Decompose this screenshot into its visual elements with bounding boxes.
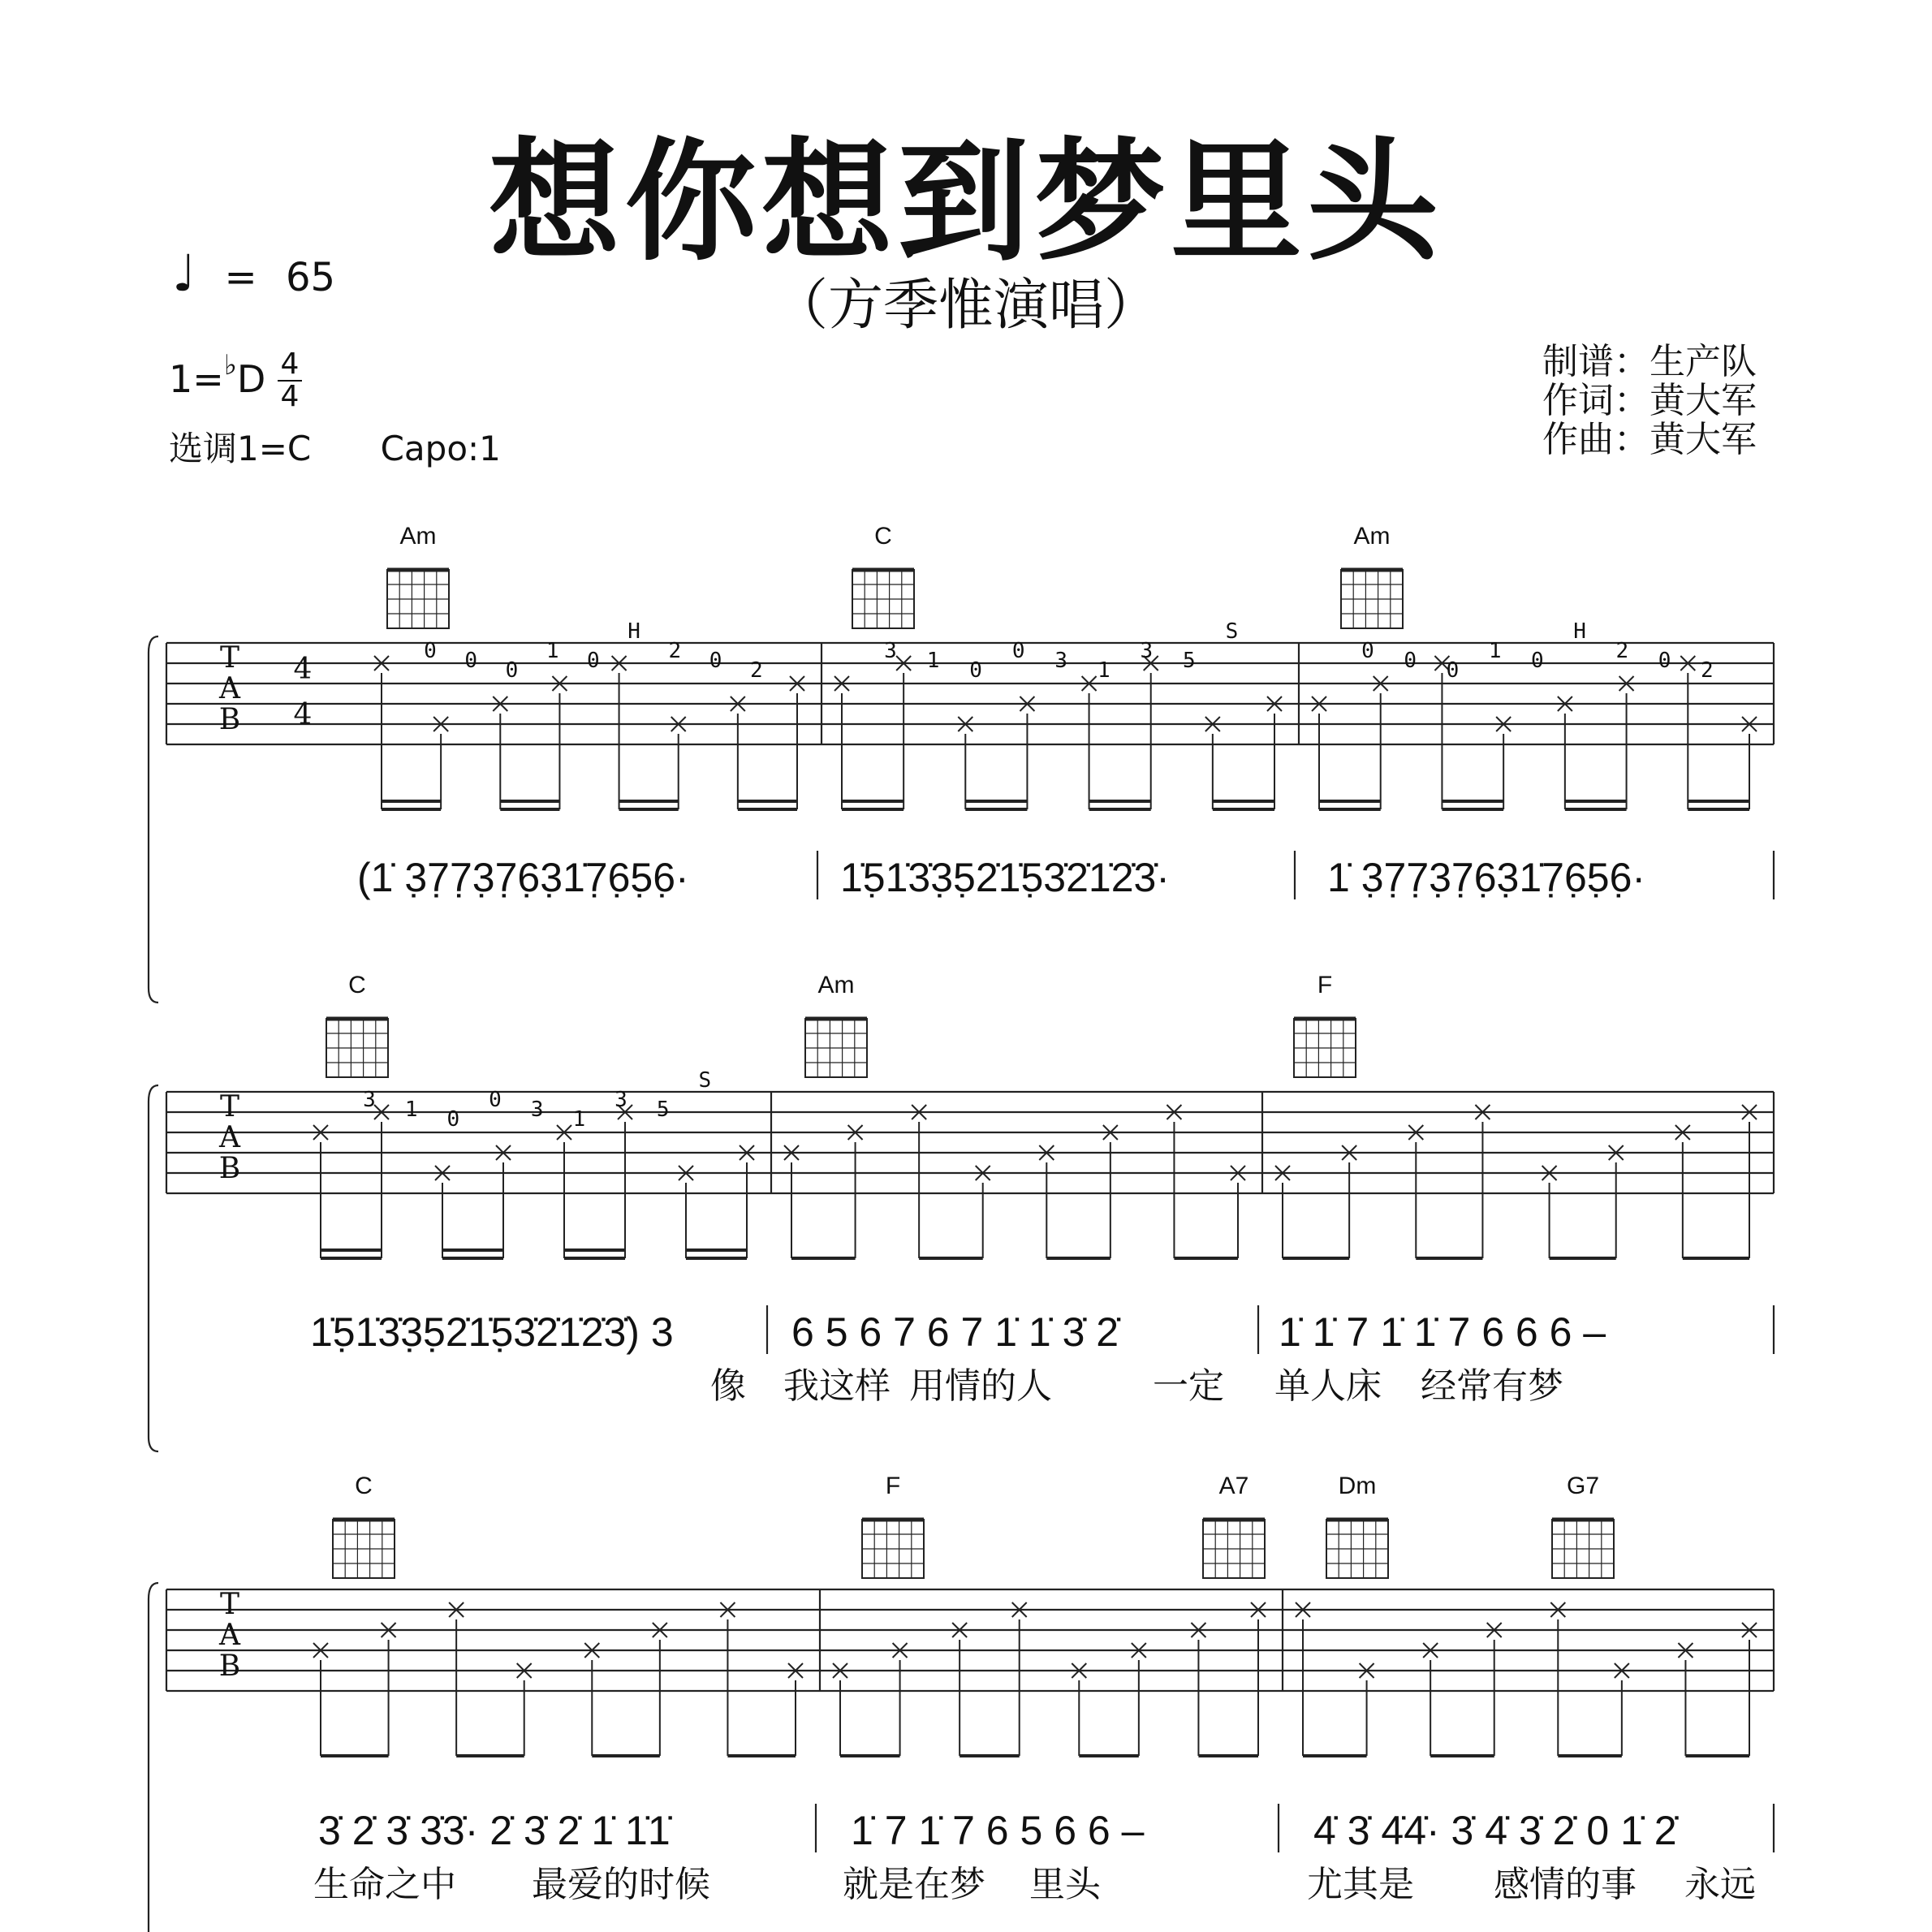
tab-clef-b: B	[218, 703, 241, 736]
tab-time-bottom: 4	[293, 698, 313, 731]
fret-number: 2	[1615, 639, 1629, 663]
chord-name: F	[1317, 972, 1333, 998]
fret-number: 0	[587, 649, 600, 673]
lyric-word: 单人床	[1274, 1365, 1382, 1407]
fret-number: 3	[1140, 639, 1154, 663]
fret-number: 0	[1011, 639, 1025, 663]
fret-number: 2	[1700, 658, 1714, 683]
system-bracket	[149, 1085, 158, 1451]
tempo-marking: ♩ = 65	[172, 244, 336, 303]
fret-number: 0	[1446, 658, 1460, 683]
quarter-note-icon: ♩	[172, 244, 196, 303]
chord-name: Am	[399, 523, 437, 550]
fret-number: 1	[1097, 658, 1110, 683]
fret-number: 1	[926, 649, 940, 673]
capo: Capo:1	[380, 429, 501, 468]
chord-diagram-am	[1341, 523, 1403, 628]
chord-diagram-dm	[1326, 1473, 1388, 1578]
jianpu-measure: 3̇ 2̇ 3̇ 3̇3̇· 2̇ 3̇ 2̇ 1̇ 1̇1̇	[318, 1808, 671, 1853]
time-signature: 4 4	[276, 351, 304, 411]
system-1	[149, 523, 1774, 1003]
fret-number: 2	[668, 639, 682, 663]
tempo-bpm: 65	[286, 255, 336, 300]
chord-name: C	[874, 523, 892, 550]
fret-number: 2	[749, 658, 763, 683]
fret-number: 0	[446, 1107, 460, 1132]
chord-diagram-f	[862, 1473, 924, 1578]
technique-mark: H	[627, 619, 640, 644]
fret-number: 0	[489, 1088, 502, 1112]
jianpu-measure: 6 5 6 7 6 7 1̇ 1̇ 3̇ 2̇	[791, 1309, 1119, 1355]
lyric-word: 感情的事	[1494, 1864, 1637, 1905]
jianpu-measure: (1̇ 3̣7̣7̣3̣7̣6̣3̣1̇7̣6̣5̣6̣·	[357, 855, 689, 900]
fret-number: 0	[969, 658, 982, 683]
fret-number: 0	[1404, 649, 1417, 673]
chord-name: A7	[1218, 1473, 1249, 1499]
tab-clef-a: A	[219, 1619, 240, 1652]
composer: 作曲：黄大军	[1542, 419, 1757, 460]
key-signature: 1=♭D	[169, 349, 266, 401]
chord-diagram-c	[852, 523, 914, 628]
fret-number: 0	[424, 639, 437, 663]
jianpu-measure: 1̇5̣1̇3̇3̣5̣2̇1̇5̣3̇2̇1̇2̇3̇) 3	[310, 1309, 674, 1355]
tab-time-top: 4	[293, 653, 313, 686]
lyric-word: 里头	[1029, 1864, 1101, 1905]
jianpu-measure: 4̇ 3̇ 4̇4̇· 3̇ 4̇ 3̇ 2̇ 0 1̇ 2̇	[1313, 1808, 1677, 1853]
tab-clef-a: A	[219, 1121, 240, 1154]
fret-number: 1	[1488, 639, 1502, 663]
lyric-word: 尤其是	[1307, 1864, 1414, 1905]
fret-number: 3	[884, 639, 897, 663]
lyric-word: 我这样	[783, 1365, 891, 1407]
lyric-word: 最爱的时候	[532, 1864, 710, 1905]
chord-diagram-f	[1294, 972, 1356, 1077]
song-title: 想你想到梦里头	[489, 127, 1443, 279]
jianpu-measure: 1̇ 1̇ 7 1̇ 1̇ 7 6 6 6 –	[1279, 1309, 1606, 1355]
system-3	[149, 1473, 1774, 1932]
fret-number: 0	[1531, 649, 1544, 673]
fret-number: 0	[709, 649, 722, 673]
jianpu-measure: 1̇5̣1̇3̇3̣5̣2̇1̇5̣3̇2̇1̇2̇3̇·	[840, 855, 1170, 900]
chord-diagram-am	[387, 523, 449, 628]
lyric-word: 像	[710, 1365, 746, 1407]
chord-diagram-am	[805, 972, 867, 1077]
fret-number: 0	[505, 658, 519, 683]
system-2	[149, 972, 1774, 1451]
fret-number: 1	[572, 1107, 586, 1132]
technique-mark: S	[698, 1068, 712, 1093]
chord-name: Am	[1353, 523, 1391, 550]
chord-diagram-a7	[1203, 1473, 1265, 1578]
fret-number: 0	[464, 649, 478, 673]
tab-clef-t: T	[219, 1090, 240, 1123]
chord-name: C	[355, 1473, 373, 1499]
tab-clef-t: T	[219, 1588, 240, 1621]
tab-clef-b: B	[218, 1650, 241, 1683]
fret-number: 0	[1361, 639, 1374, 663]
lyric-word: 用情的人	[909, 1365, 1052, 1407]
fret-number: 1	[404, 1098, 418, 1122]
fret-number: 5	[656, 1098, 670, 1122]
chord-diagram-c	[326, 972, 388, 1077]
lyric-word: 一定	[1153, 1365, 1224, 1407]
flat-icon: ♭	[223, 349, 237, 382]
technique-mark: S	[1225, 619, 1239, 644]
jianpu-measure: 1̇ 7 1̇ 7 6 5 6 6 –	[851, 1808, 1145, 1853]
transcriber: 制谱：生产队	[1542, 341, 1757, 382]
lyric-word: 生命之中	[313, 1864, 456, 1905]
select-key: 选调1=C	[169, 429, 312, 468]
song-subtitle: （方季惟演唱）	[772, 274, 1159, 338]
tab-clef-t: T	[219, 641, 240, 675]
fret-number: 3	[363, 1088, 376, 1112]
chord-name: G7	[1566, 1473, 1600, 1499]
lyric-word: 永远	[1684, 1864, 1756, 1905]
fret-number: 3	[615, 1088, 627, 1112]
chord-name: F	[885, 1473, 901, 1499]
technique-mark: H	[1573, 619, 1586, 644]
fret-number: 3	[1054, 649, 1068, 673]
fret-number: 1	[546, 639, 559, 663]
system-bracket	[149, 1583, 158, 1932]
chord-name: Dm	[1338, 1473, 1377, 1499]
chord-name: C	[348, 972, 366, 998]
lyric-word: 就是在梦	[843, 1864, 985, 1905]
system-bracket	[149, 636, 158, 1003]
chord-name: Am	[817, 972, 855, 998]
chord-diagram-g7	[1552, 1473, 1614, 1578]
fret-number: 3	[530, 1098, 544, 1122]
tab-clef-b: B	[218, 1152, 241, 1185]
fret-number: 5	[1183, 649, 1196, 673]
jianpu-measure: 1̇ 3̣7̣7̣3̣7̣6̣3̣1̇7̣6̣5̣6̣·	[1327, 855, 1646, 900]
fret-number: 0	[1658, 649, 1671, 673]
chord-diagram-c	[333, 1473, 395, 1578]
tab-clef-a: A	[219, 672, 240, 705]
lyricist: 作词：黄大军	[1542, 380, 1757, 421]
lyric-word: 经常有梦	[1421, 1365, 1563, 1407]
